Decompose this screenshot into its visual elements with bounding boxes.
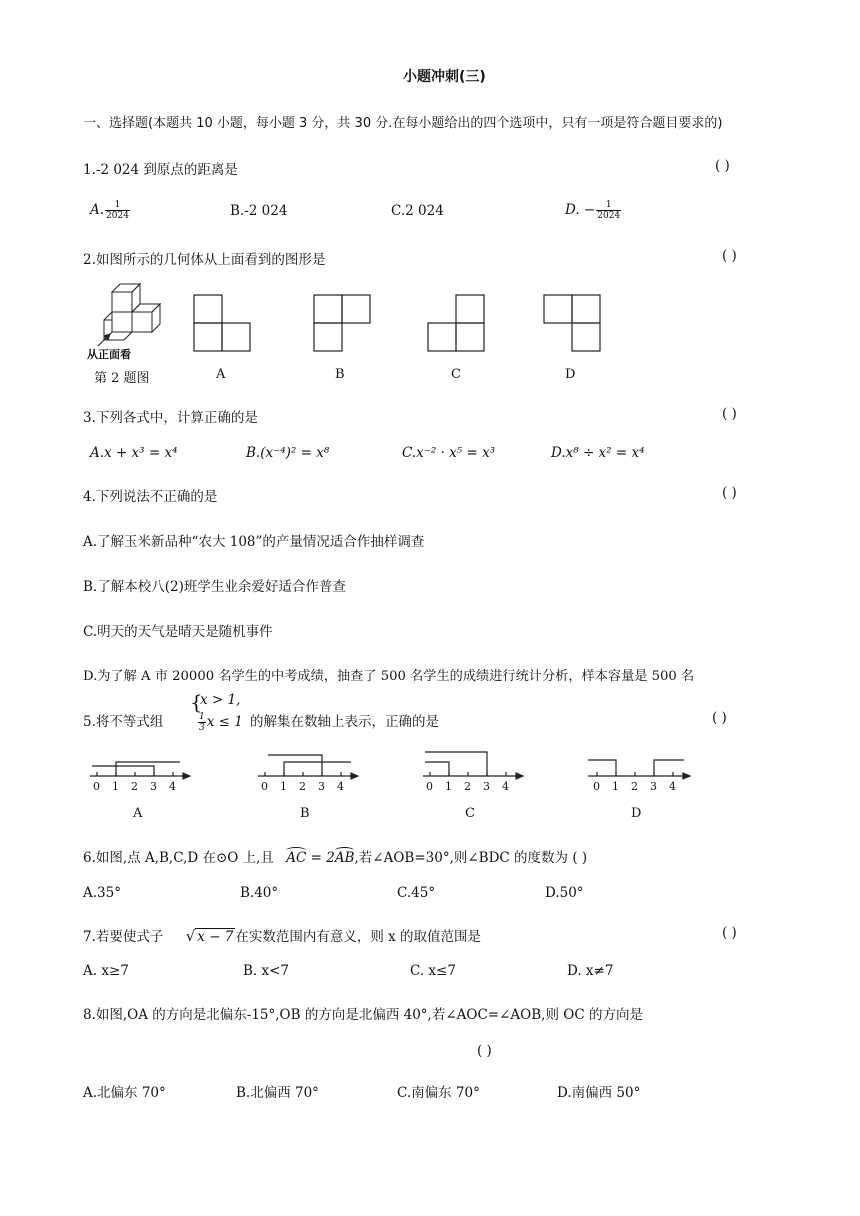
q8-option-b: B.北偏西 70° <box>236 1085 319 1101</box>
q4-option-b: B.了解本校八(2)班学生业余爱好适合作普查 <box>83 579 346 595</box>
q5-label-b: B <box>300 806 310 821</box>
q4-option-c: C.明天的天气是晴天是随机事件 <box>83 624 273 640</box>
q4-option-d: D.为了解 A 市 20000 名学生的中考成绩，抽查了 500 名学生的成绩进行统计分析，样本容量是 500 名 <box>83 669 695 684</box>
q5-label-d: D <box>631 806 642 821</box>
q8-stem: 8.如图,OA 的方向是北偏东-15°,OB 的方向是北偏西 40°,若∠AOC=∠AOB,则 OC 的方向是 <box>83 1007 643 1023</box>
q8-option-a: A.北偏东 70° <box>83 1085 166 1101</box>
q7-radical: √ x − 7 <box>185 927 234 945</box>
q8-option-c: C.南偏东 70° <box>397 1085 480 1101</box>
q3-option-d: D.x⁸ ÷ x² = x⁴ <box>551 445 645 461</box>
q2-figure-caption: 第 2 题图 <box>94 371 150 386</box>
q6-stem: 6.如图,点 A,B,C,D 在⊙O 上,且 AC = 2 AB,若∠AOB=30°,则∠BDC 的度数为 ( ) <box>83 846 587 866</box>
q1-option-b: B.-2 024 <box>230 203 288 219</box>
q4-stem: 4.下列说法不正确的是 <box>83 489 218 505</box>
q3-option-b: B.(x⁻⁴)² = x⁸ <box>246 445 330 461</box>
q1-option-a: A. $\frac{1}{2024}$ <box>90 200 129 221</box>
q4-answer-paren: ( ) <box>722 485 737 501</box>
q5-number-line-d <box>588 760 690 779</box>
q5-label-a: A <box>133 806 143 821</box>
q6-option-a: A.35° <box>83 885 121 901</box>
q6-option-c: C.45° <box>397 885 436 901</box>
q1-option-c: C.2 024 <box>391 203 444 219</box>
q2-figure-note: 从正面看 <box>87 348 131 361</box>
section-heading: 一、选择题(本题共 10 小题，每小题 3 分，共 30 分.在每小题给出的四个选项中，只有一项是符合题目要求的) <box>83 116 723 131</box>
q5-number-line-a <box>90 762 190 779</box>
q1-answer-paren: ( ) <box>715 158 730 174</box>
q1-stem: 1.-2 024 到原点的距离是 <box>83 162 238 178</box>
q5-number-line-c <box>423 752 523 779</box>
q8-option-d: D.南偏西 50° <box>557 1085 641 1101</box>
q2-label-b: B <box>335 367 345 382</box>
q6-option-b: B.40° <box>240 885 279 901</box>
q2-label-a: A <box>216 367 226 382</box>
q5-number-line-b <box>258 755 358 779</box>
q7-option-c: C. x≤7 <box>410 963 456 979</box>
q1-option-d: D. − $\frac{1}{2024}$ <box>565 200 621 221</box>
page-title: 小题冲刺(三) <box>403 69 486 85</box>
q2-answer-paren: ( ) <box>722 248 737 264</box>
q2-stem: 2.如图所示的几何体从上面看到的图形是 <box>83 252 326 268</box>
q5-stem-post: 的解集在数轴上表示，正确的是 <box>250 714 439 730</box>
q8-answer-paren: ( ) <box>477 1043 492 1059</box>
q3-option-a: A.x + x³ = x⁴ <box>90 445 178 461</box>
q3-option-c: C.x⁻² · x⁵ = x³ <box>402 445 496 461</box>
q7-answer-paren: ( ) <box>722 925 737 941</box>
q5-inequality-1: x > 1, <box>200 692 241 708</box>
q2-label-d: D <box>565 367 576 382</box>
q2-label-c: C <box>451 367 461 382</box>
q7-stem: 7.若要使式子 √ x − 7 在实数范围内有意义，则 x 的取值范围是 <box>83 927 482 945</box>
q3-stem: 3.下列各式中，计算正确的是 <box>83 410 258 426</box>
q7-option-a: A. x≥7 <box>83 963 129 979</box>
q5-brace: { <box>190 690 203 714</box>
q3-answer-paren: ( ) <box>722 406 737 422</box>
q7-option-b: B. x<7 <box>243 963 290 979</box>
q5-stem-pre: 5.将不等式组 <box>83 714 164 730</box>
q5-label-c: C <box>465 806 475 821</box>
q5-answer-paren: ( ) <box>712 710 727 726</box>
q4-option-a: A.了解玉米新品种“农大 108”的产量情况适合作抽样调查 <box>83 534 425 550</box>
q5-inequality-2: $\frac{1}{3}$ x ≤ 1 <box>199 712 243 733</box>
q7-option-d: D. x≠7 <box>567 963 614 979</box>
q6-option-d: D.50° <box>545 885 584 901</box>
